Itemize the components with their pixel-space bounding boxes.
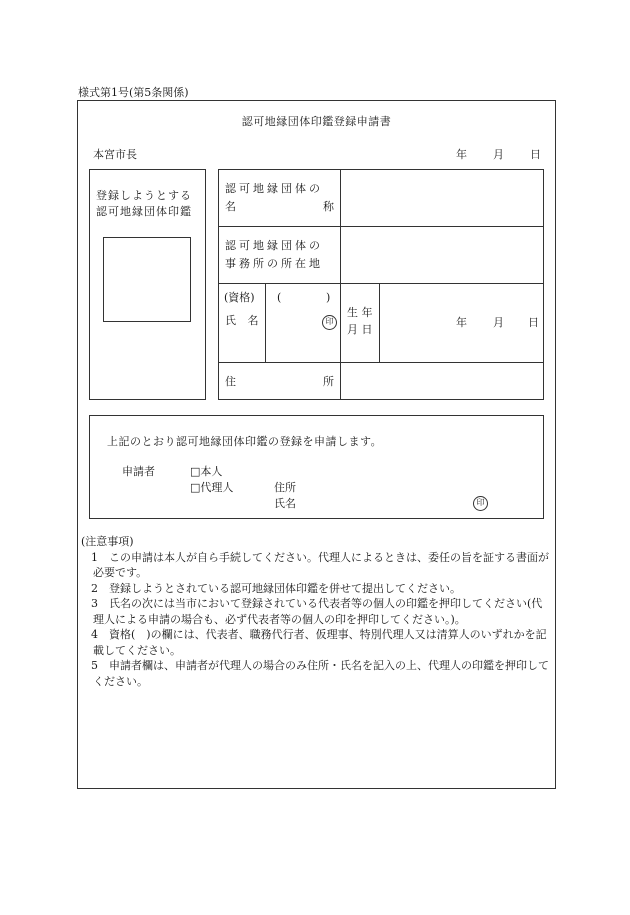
applicant-agent-checkbox[interactable]: □代理人 <box>190 481 234 494</box>
birth-date-label-line-1: 生 年 <box>347 306 373 319</box>
note-item: 2 登録しようとされている認可地縁団体印鑑を併せて提出してください。 <box>91 581 461 595</box>
date-day-label: 日 <box>530 148 541 161</box>
address-label-a: 住 <box>225 375 236 388</box>
agent-name-label: 氏名 <box>274 497 296 510</box>
office-label-line-2: 事務所の所在地 <box>225 257 323 270</box>
form-number-label: 様式第1号(第5条関係) <box>78 86 189 99</box>
form-title: 認可地縁団体印鑑登録申請書 <box>241 115 392 128</box>
representative-name-label: 氏 名 <box>225 314 259 327</box>
application-statement: 上記のとおり認可地縁団体印鑑の登録を申請します。 <box>107 435 383 448</box>
representative-address-field[interactable] <box>341 363 543 399</box>
org-name-label-line-1: 認可地縁団体の <box>225 182 323 195</box>
address-label-b: 所 <box>323 375 334 388</box>
table-column-divider <box>379 283 380 362</box>
qualification-paren-close: ) <box>326 291 331 304</box>
personal-seal-mark <box>322 314 337 330</box>
agent-address-field[interactable] <box>305 478 465 493</box>
seal-icon: 印 <box>473 496 488 511</box>
qualification-paren-open: ( <box>277 291 282 304</box>
org-name-label-b: 称 <box>323 200 334 213</box>
note-item: 1 この申請は本人が自ら手続してください。代理人によるときは、委任の旨を証する書面が必要です。 <box>91 550 549 579</box>
birth-date-field[interactable] <box>381 284 451 361</box>
note-item: 5 申請者欄は、申請者が代理人の場合のみ住所・氏名を記入の上、代理人の印鑑を押印してください。 <box>91 659 549 688</box>
notes-heading: (注意事項) <box>81 535 134 548</box>
seal-label-line-1: 登録しようとする <box>96 189 192 202</box>
seal-registration-label <box>96 188 192 220</box>
seal-label-line-2: 認可地縁団体印鑑 <box>96 205 192 218</box>
office-address-field[interactable] <box>341 227 543 283</box>
agent-seal-mark <box>473 495 488 511</box>
note-item: 3 氏名の次には当市において登録されている代表者等の個人の印鑑を押印してください(代理人による申請の場合も、必ず代表者等の個人の印を押印してください。)。 <box>91 597 543 626</box>
birth-year-label: 年 <box>456 316 467 329</box>
addressee: 本宮市長 <box>93 148 137 161</box>
org-name-field[interactable] <box>341 170 543 226</box>
applicant-self-checkbox[interactable]: □本人 <box>190 465 223 478</box>
birth-day-label: 日 <box>528 316 539 329</box>
date-month-label: 月 <box>493 148 504 161</box>
date-year-label: 年 <box>456 148 467 161</box>
representative-name-field[interactable] <box>267 308 317 332</box>
qualification-field[interactable] <box>285 287 323 307</box>
org-name-label-a: 名 <box>225 200 236 213</box>
seal-impression-field[interactable] <box>103 237 191 322</box>
birth-date-label-line-2: 月 日 <box>347 323 373 336</box>
office-label-line-1: 認可地縁団体の <box>225 239 323 252</box>
qualification-label: (資格) <box>224 291 255 304</box>
birth-month-label: 月 <box>493 316 504 329</box>
table-column-divider <box>265 283 266 362</box>
agent-name-field[interactable] <box>305 494 465 509</box>
notes-section <box>81 534 553 689</box>
seal-icon: 印 <box>322 315 337 330</box>
applicant-label: 申請者 <box>122 465 155 478</box>
note-item: 4 資格( )の欄には、代表者、職務代行者、仮理事、特別代理人又は清算人のいずれかを記載してください。 <box>91 628 547 657</box>
agent-address-label: 住所 <box>274 481 296 494</box>
